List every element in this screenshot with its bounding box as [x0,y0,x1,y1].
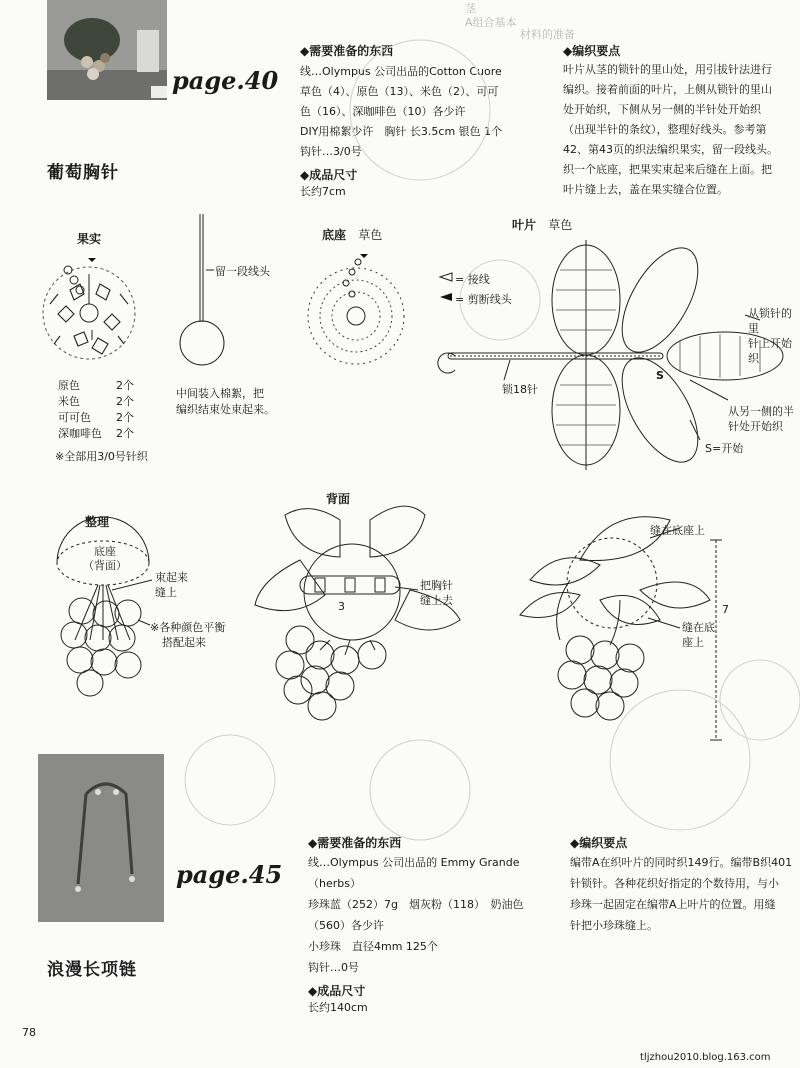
page-label-bottom: page.45 [176,860,283,889]
note-line: 针上开始织 [748,337,792,365]
size-heading-bottom: ◆成品尺寸 [308,984,366,998]
tie-label [155,570,188,600]
cut-mark [440,293,452,301]
ghost-text: A组合基本 [465,16,517,29]
tips-line: 叶片从茎的锁针的里山处，用引拔针法进行 [563,63,772,76]
tips-line: 针把小珍珠缝上。 [570,919,658,932]
materials-line: 色（16）、深咖啡色（10）各少许 [300,105,466,118]
note-line: 针处开始织 [728,420,783,433]
base-color: 草色 [358,228,383,242]
balance-line: 搭配起来 [162,636,206,649]
materials-line: （herbs） [308,877,361,890]
join-mark [440,273,452,281]
leaf-heading [512,216,572,233]
fruit-ball [180,214,224,365]
balance-note [150,620,225,650]
materials-line: 钩针…0号 [308,961,359,974]
fruit-color-list [58,378,134,442]
footer-url: tljzhou2010.blog.163.com [640,1052,771,1063]
fruit-heading: 果实 [77,232,102,246]
tips-list-bottom [570,852,800,936]
back-number: 3 [338,600,345,613]
back-diagram [255,506,460,720]
base-title: 底座 [322,228,347,242]
materials-heading-top: ◆需要准备的东西 [300,44,394,58]
leaf-title: 叶片 [512,218,537,232]
materials-line: DIY用棉絮少许 胸针 长3.5cm 银色 1个 [300,125,503,138]
tips-line: 针锁针。各种花织好指定的个数待用，与小 [570,877,779,890]
project-title-top: 葡萄胸针 [47,163,119,183]
materials-heading-bottom: ◆需要准备的东西 [308,836,402,850]
note-line: 从另一侧的半 [728,405,794,418]
materials-line: 线…Olympus 公司出品的Cotton Cuore [300,65,502,78]
color-count: 2个 [116,411,134,424]
tips-heading-bottom: ◆编织要点 [570,836,628,850]
sew-line: 座上 [682,636,704,649]
materials-line: 草色（4）、原色（13）、米色（2）、可可 [300,85,499,98]
balance-line: ※各种颜色平衡 [150,621,226,634]
stuffing-label [176,386,275,418]
materials-line: 钩针…3/0号 [300,145,362,158]
color-name: 深咖啡色 [58,427,102,440]
sew-base-label: 缝在底座上 [650,524,705,537]
materials-line: 线…Olympus 公司出品的 Emmy Grande [308,856,520,869]
size-heading-top: ◆成品尺寸 [300,168,358,182]
pin-line: 缝上去 [420,594,453,607]
tips-line: 织一个底座，把果实束起来后缝在上面。把 [563,163,772,176]
base-chart [308,259,404,364]
dimension-label: 7 [722,603,729,616]
note-line: 从锁针的里 [748,307,792,335]
tips-line: 42、第43页的织法编织果实，留一段线头。 [563,143,778,156]
color-name: 米色 [58,395,80,408]
leaf-color: 草色 [548,218,573,232]
assembly-base-label [83,545,127,573]
project-title-bottom: 浪漫长项链 [47,960,137,980]
chain-count-label: 锁18针 [502,383,538,396]
stuffing-line: 编织结束处束起来。 [176,403,275,416]
materials-line: 珍珠蓝（252）7g 烟灰粉（118） 奶油色 [308,898,524,911]
legend-join: = 接线 [455,273,490,286]
tips-line: 叶片缝上去，盖在果实缝合位置。 [563,183,728,196]
tips-line: 编带A在织叶片的同时织149行。编带B织401 [570,856,793,869]
back-heading: 背面 [326,492,351,506]
tips-heading-top: ◆编织要点 [563,44,621,58]
base-heading [322,226,382,243]
size-value-top: 长约7cm [300,185,346,198]
fruit-cut-mark [88,258,96,262]
stuffing-line: 中间装入棉絮，把 [176,387,264,400]
color-count: 2个 [116,379,134,392]
base-line: 底座 [94,545,116,558]
assembly-heading: 整理 [85,515,110,529]
page-number: 78 [22,1026,36,1039]
color-count: 2个 [116,395,134,408]
thread-label: 留一段线头 [215,265,270,278]
color-count: 2个 [116,427,134,440]
tips-line: 珍珠一起固定在编带A上叶片的位置。用缝 [570,898,776,911]
materials-line: 小珍珠 直径4mm 125个 [308,940,438,953]
s-mark: S [656,369,664,382]
tie-line: 束起来 [155,571,188,584]
legend-cut: = 剪断线头 [455,293,512,306]
size-value-bottom: 长约140cm [308,1001,368,1014]
materials-list-bottom [308,852,548,978]
ghost-text: 茎 [465,2,476,15]
color-name: 可可色 [58,411,91,424]
leaf-note-top [748,306,800,366]
page-label-top: page.40 [172,66,279,95]
color-name: 原色 [58,379,80,392]
assembly-diagram [57,517,152,696]
tie-line: 缝上 [155,586,177,599]
sew-line: 缝在底 [682,621,715,634]
ghost-text: 材料的准备 [520,28,575,41]
necklace-photo [38,754,164,922]
tips-line: 处开始织，下侧从另一侧的半针处开始织 [563,103,761,116]
tips-line: （出现半针的条纹），整理好线头。参考第 [563,123,767,136]
needle-note: ※全部用3/0号针织 [55,450,148,463]
pin-line: 把胸针 [420,579,453,592]
pin-label [420,578,453,608]
sew-base-label-2 [682,620,715,650]
leaf-note-bottom [728,404,794,434]
base-line: （背面） [83,559,127,572]
tips-line: 编织。接着前面的叶片，上侧从锁针的里山 [563,83,772,96]
start-label: S=开始 [705,442,744,455]
fruit-chart [43,266,135,359]
materials-line: （560）各少许 [308,919,384,932]
